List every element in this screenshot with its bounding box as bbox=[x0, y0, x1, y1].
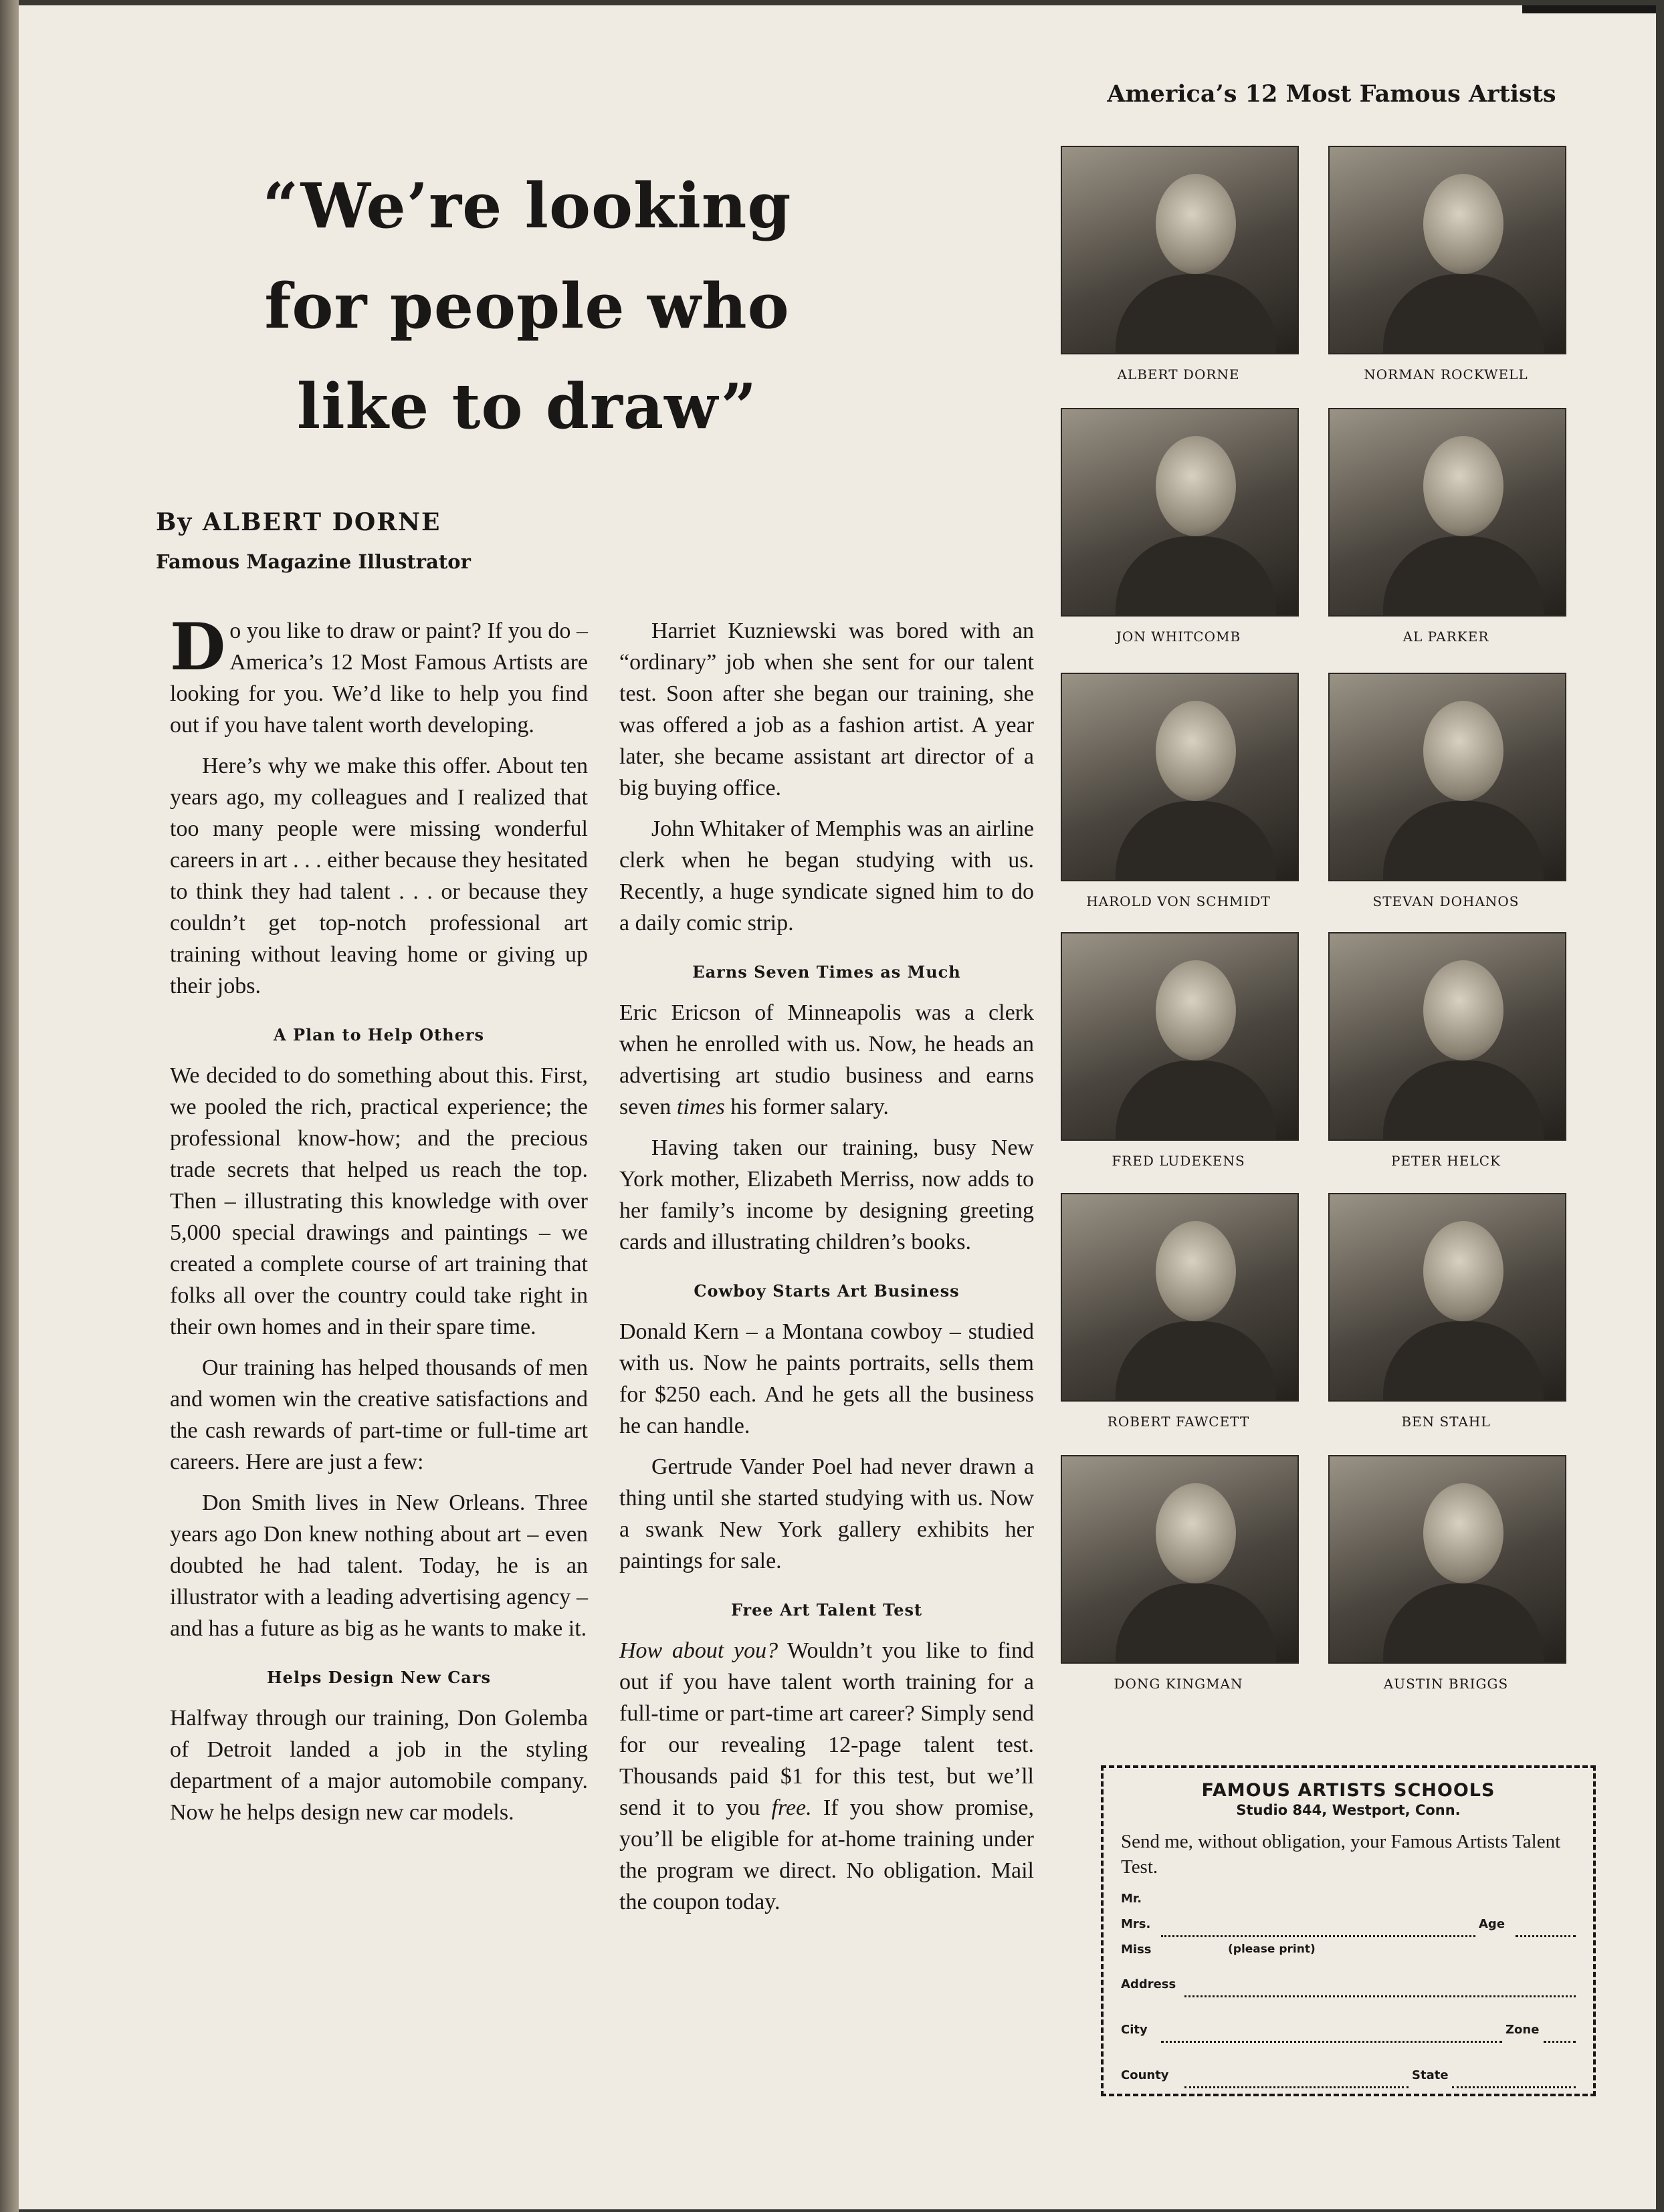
artist-name: FRED LUDEKENS bbox=[1112, 1153, 1245, 1169]
subheading: Earns Seven Times as Much bbox=[692, 962, 961, 982]
artist-name: BEN STAHL bbox=[1401, 1414, 1491, 1430]
artist-portrait bbox=[1328, 1455, 1582, 1692]
artist-portrait bbox=[1328, 146, 1582, 382]
magazine-spine bbox=[0, 0, 19, 2212]
drop-cap: D bbox=[170, 609, 226, 685]
artist-portrait bbox=[1061, 146, 1315, 382]
county-state-field[interactable]: County State bbox=[1121, 2068, 1576, 2094]
page-edge bbox=[1522, 5, 1656, 13]
paragraph: John Whitaker of Memphis was an airline clerk when he began studying with us. Recently, a huge syndicate signed him to do a daily comic strip. bbox=[619, 816, 1034, 935]
byline-subtitle: Famous Magazine Illustrator bbox=[156, 550, 471, 573]
artist-name: AL PARKER bbox=[1402, 629, 1489, 645]
artist-portrait bbox=[1328, 673, 1582, 909]
artist-photo bbox=[1061, 408, 1299, 617]
artist-portrait bbox=[1061, 408, 1315, 645]
subheading: Free Art Talent Test bbox=[730, 1600, 923, 1620]
artist-photo bbox=[1328, 1193, 1566, 1402]
artist-photo bbox=[1061, 1455, 1299, 1664]
artist-name: HAROLD VON SCHMIDT bbox=[1086, 893, 1271, 909]
artist-portrait bbox=[1328, 932, 1582, 1169]
artist-portrait bbox=[1061, 1455, 1315, 1692]
headline-line: “We’re looking bbox=[262, 169, 792, 242]
paragraph: Gertrude Vander Poel had never drawn a thing until she started studying with us. Now a swank New York gallery exhibits her paintings for sale. bbox=[619, 1454, 1034, 1573]
artist-name: ROBERT FAWCETT bbox=[1107, 1414, 1250, 1430]
headline-line: for people who bbox=[264, 269, 790, 342]
mail-coupon[interactable] bbox=[1101, 1765, 1596, 2096]
artist-photo bbox=[1061, 146, 1299, 354]
headline-line: like to draw” bbox=[296, 370, 758, 443]
artist-photo bbox=[1328, 932, 1566, 1141]
paragraph: Halfway through our training, Don Golemba of Detroit landed a job in the styling department of a major automobile company. Now he helps design new car models. bbox=[170, 1706, 588, 1825]
magazine-page bbox=[19, 5, 1656, 2209]
paragraph: Having taken our training, busy New York mother, Elizabeth Merriss, now adds to her family’s income by designing greeting cards and illustrating children’s books. bbox=[619, 1135, 1034, 1254]
age-label: Age bbox=[1479, 1917, 1505, 1931]
paragraph: Eric Ericson of Minneapolis was a clerk when he enrolled with us. Now, he heads an advertising art studio business and earns seven times his former salary. bbox=[619, 1000, 1034, 1119]
artist-name: DONG KINGMAN bbox=[1114, 1676, 1243, 1692]
subheading: Cowboy Starts Art Business bbox=[694, 1281, 960, 1301]
paragraph: Our training has helped thousands of men and women win the creative satisfactions and the cash rewards of part-time or full-time art careers. Here are just a few: bbox=[170, 1355, 588, 1474]
artist-photo bbox=[1061, 673, 1299, 881]
paragraph: Harriet Kuzniewski was bored with an “ordinary” job when she sent for our talent test. Soon after she began our training, she was offered a job as a fashion artist. A year later, she became assistant art director of a big buying office. bbox=[619, 619, 1034, 800]
artist-photo bbox=[1328, 673, 1566, 881]
artist-portrait bbox=[1328, 1193, 1582, 1430]
artist-photo bbox=[1061, 932, 1299, 1141]
masthead: America’s 12 Most Famous Artists bbox=[1107, 80, 1556, 108]
artist-portrait bbox=[1061, 673, 1315, 909]
paragraph: Donald Kern – a Montana cowboy – studied with us. Now he paints portraits, sells them for $250 each. And he gets all the business he can handle. bbox=[619, 1319, 1034, 1438]
address-field[interactable]: Address bbox=[1121, 1977, 1576, 2003]
artist-portrait bbox=[1328, 408, 1582, 645]
name-field-row[interactable]: Mrs. Age bbox=[1121, 1917, 1576, 1943]
coupon-body: Send me, without obligation, your Famous Artists Talent Test. bbox=[1121, 1831, 1561, 1878]
artist-photo bbox=[1328, 146, 1566, 354]
article-column-2 bbox=[619, 615, 1034, 1927]
artist-name: ALBERT DORNE bbox=[1117, 366, 1240, 382]
paragraph: How about you? Wouldn’t you like to find out if you have talent worth training for a full-time or part-time art career? Simply send for our revealing 12-page talent test. Thousands paid $1 for this test, but we’ll send it to you free. If you show promise, you’ll be eligible for at-home training under the program we direct. No obligation. Mail the coupon today. bbox=[619, 1638, 1034, 1914]
artist-name: PETER HELCK bbox=[1391, 1153, 1501, 1169]
artist-portrait bbox=[1061, 1193, 1315, 1430]
artist-name: JON WHITCOMB bbox=[1116, 629, 1241, 645]
coupon-title: FAMOUS ARTISTS SCHOOLS bbox=[1201, 1780, 1495, 1801]
subheading: Helps Design New Cars bbox=[266, 1668, 492, 1687]
coupon-studio: Studio 844, Westport, Conn. bbox=[1236, 1802, 1461, 1818]
paragraph: Don Smith lives in New Orleans. Three years ago Don knew nothing about art – even doubted he had talent. Today, he is an illustrator with a leading advertising agency – and has a future as big as he wants to make it. bbox=[170, 1490, 588, 1641]
paragraph: Do you like to draw or paint? If you do – America’s 12 Most Famous Artists are looking for you. We’d like to help you find out if you have talent worth developing. bbox=[170, 609, 588, 738]
paragraph: Here’s why we make this offer. About ten years ago, my colleagues and I realized that too many people were missing wonderful careers in art . . . either because they hesitated to think they had talent . . . or because they couldn’t get top-notch professional art training without leaving home or giving up their jobs. bbox=[170, 754, 588, 998]
artist-name: STEVAN DOHANOS bbox=[1372, 893, 1520, 909]
headline bbox=[193, 156, 861, 457]
artist-photo bbox=[1328, 1455, 1566, 1664]
artist-photo bbox=[1061, 1193, 1299, 1402]
subheading: A Plan to Help Others bbox=[273, 1025, 484, 1044]
city-zone-field[interactable]: City Zone bbox=[1121, 2023, 1576, 2048]
byline: By ALBERT DORNE bbox=[156, 508, 441, 536]
article-column-1 bbox=[170, 609, 588, 1838]
artist-name: AUSTIN BRIGGS bbox=[1383, 1676, 1509, 1692]
name-field[interactable]: Mr. bbox=[1121, 1892, 1142, 1906]
artist-portrait bbox=[1061, 932, 1315, 1169]
miss-row: Miss (please print) bbox=[1121, 1943, 1316, 1957]
artist-name: NORMAN ROCKWELL bbox=[1364, 366, 1528, 382]
artist-photo bbox=[1328, 408, 1566, 617]
paragraph: We decided to do something about this. First, we pooled the rich, practical experience; the professional know-how; and the precious trade secrets that helped us reach the top. Then – illustrating this knowledge with over 5,000 special drawings and paintings – we created a complete course of art training that folks all over the country could take right in their own homes and in their spare time. bbox=[170, 1063, 588, 1339]
